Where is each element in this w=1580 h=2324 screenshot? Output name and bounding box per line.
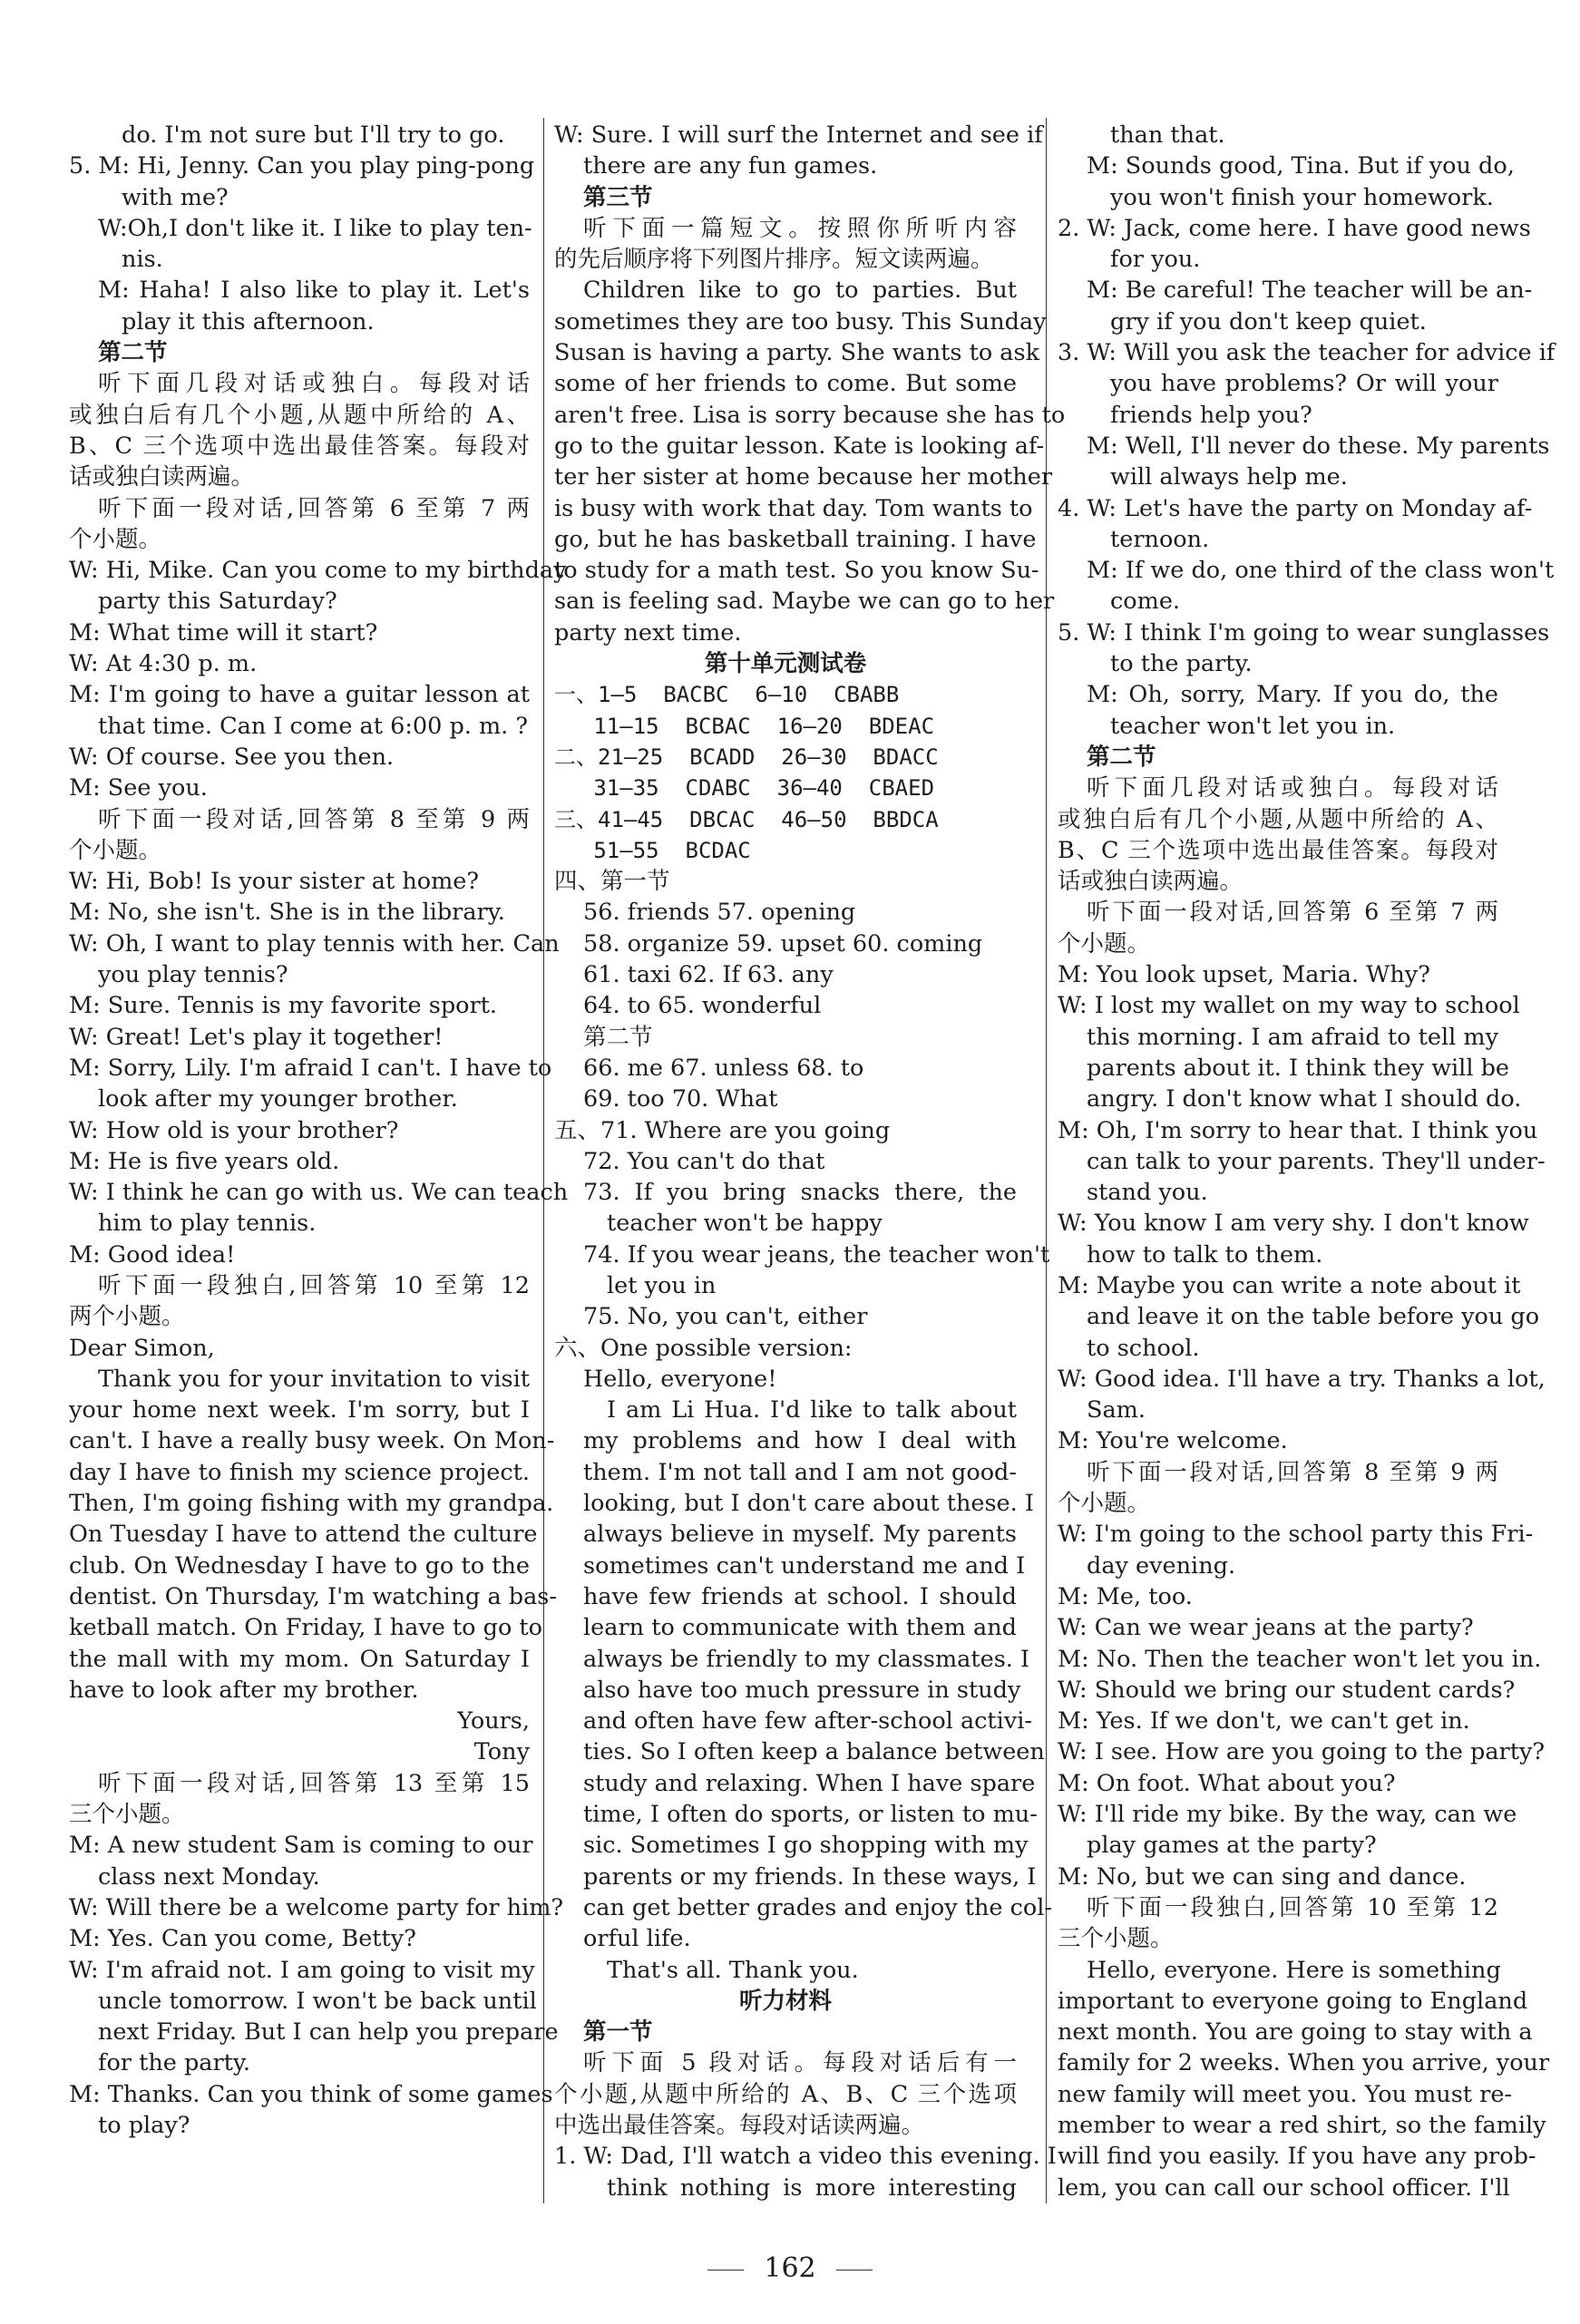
text-line: parents or my friends. In these ways, I: [583, 1862, 1037, 1891]
text-line: looking, but I don't care about these. I: [583, 1490, 1034, 1518]
text-line: club. On Wednesday I have to go to the: [69, 1551, 530, 1580]
text-line: 64. to 65. wonderful: [583, 992, 822, 1020]
text-line: to play?: [98, 2112, 190, 2139]
text-line: 个小题,从题中所给的 A、B、C 三个选项: [554, 2080, 1017, 2108]
text-line: 58. organize 59. upset 60. coming: [583, 929, 983, 958]
text-line: will always help me.: [1110, 463, 1348, 491]
text-line: ternoon.: [1110, 525, 1210, 553]
text-line: 或独白后有几个小题,从题中所给的 A、: [1058, 805, 1498, 833]
text-line: my problems and how I deal with: [583, 1427, 1017, 1455]
text-line: time, I often do sports, or listen to mu-: [583, 1801, 1038, 1829]
text-line: 五、71. Where are you going: [554, 1116, 891, 1144]
text-line: M: No, she isn't. She is in the library.: [69, 899, 505, 927]
text-line: M: Yes. Can you come, Betty?: [69, 1925, 416, 1953]
text-line: for you.: [1110, 246, 1201, 274]
text-line: W: Will there be a welcome party for him?: [69, 1893, 564, 1921]
text-line: 第三节: [583, 183, 653, 211]
text-line: with me?: [122, 183, 229, 211]
text-line: new family will meet you. You must re-: [1058, 2080, 1513, 2108]
text-line: ties. So I often keep a balance between: [583, 1738, 1045, 1766]
text-line: next month. You are going to stay with a: [1058, 2018, 1533, 2047]
text-line: 听下面几段对话或独白。每段对话: [1087, 774, 1498, 802]
text-column-middle: [554, 120, 1066, 2203]
text-line: 31—35 CDABC 36—40 CBAED: [554, 775, 935, 802]
text-line: look after my younger brother.: [98, 1085, 458, 1113]
text-line: 61. taxi 62. If 63. any: [583, 961, 834, 989]
text-line: member to wear a red shirt, so the family: [1058, 2112, 1546, 2139]
text-line: day evening.: [1087, 1551, 1236, 1580]
text-line: uncle tomorrow. I won't be back until: [98, 1987, 537, 2015]
text-line: 三、41—45 DBCAC 46—50 BBDCA: [554, 806, 939, 832]
text-line: play it this afternoon.: [122, 307, 375, 335]
page-footer: [0, 2252, 1580, 2284]
text-line: M: Oh, sorry, Mary. If you do, the: [1087, 681, 1498, 709]
text-line: M: Good idea!: [69, 1240, 236, 1269]
text-line: 六、One possible version:: [554, 1334, 853, 1362]
text-line: 听下面一段独白,回答第 10 至第 12: [1087, 1893, 1498, 1921]
text-line: Yours,: [457, 1707, 530, 1736]
text-line: come.: [1110, 588, 1181, 616]
text-line: 或独白后有几个小题,从题中所给的 A、: [69, 401, 530, 429]
text-line: Tony: [473, 1738, 530, 1766]
text-line: 5. W: I think I'm going to wear sunglasses: [1058, 618, 1550, 647]
text-line: class next Monday.: [98, 1862, 320, 1891]
text-line: M: Thanks. Can you think of some games: [69, 2080, 553, 2108]
text-line: gry if you don't keep quiet.: [1110, 307, 1427, 335]
text-line: Hello, everyone. Here is something: [1087, 1956, 1501, 1984]
text-line: 72. You can't do that: [583, 1147, 825, 1175]
text-line: 四、第一节: [554, 868, 670, 896]
text-line: M: I'm going to have a guitar lesson at: [69, 681, 530, 709]
text-line: W: I think he can go with us. We can teach: [69, 1179, 569, 1207]
page-number: 162: [764, 2252, 816, 2284]
text-line: 个小题。: [69, 525, 162, 553]
text-line: 2. W: Jack, come here. I have good news: [1058, 214, 1531, 242]
text-line: can't. I have a really busy week. On Mon-: [69, 1427, 555, 1455]
text-line: W:Oh,I don't like it. I like to play ten-: [98, 214, 532, 242]
text-line: B、C 三个选项中选出最佳答案。每段对: [1058, 836, 1498, 864]
text-line: family for 2 weeks. When you arrive, your: [1058, 2049, 1550, 2077]
text-line: san is feeling sad. Maybe we can go to her: [554, 588, 1055, 616]
text-line: M: A new student Sam is coming to our: [69, 1832, 533, 1860]
text-line: On Tuesday I have to attend the culture: [69, 1521, 538, 1549]
text-line: dentist. On Thursday, I'm watching a bas-: [69, 1582, 558, 1610]
text-line: M: See you.: [69, 774, 208, 802]
text-line: teacher won't be happy: [607, 1210, 883, 1238]
text-line: 听下面一段独白,回答第 10 至第 12: [98, 1271, 530, 1299]
text-line: them. I'm not tall and I am not good-: [583, 1458, 1017, 1486]
text-line: 73. If you bring snacks there, the: [583, 1179, 1017, 1207]
text-line: I am Li Hua. I'd like to talk about: [607, 1396, 1017, 1425]
text-line: W: Of course. See you then.: [69, 743, 395, 771]
text-line: M: Sure. Tennis is my favorite sport.: [69, 992, 498, 1020]
text-line: 56. friends 57. opening: [583, 899, 856, 927]
text-line: can get better grades and enjoy the col-: [583, 1893, 1053, 1921]
text-line: than that.: [1110, 122, 1225, 149]
text-line: 个小题。: [1058, 1490, 1151, 1518]
text-line: is busy with work that day. Tom wants to: [554, 494, 1033, 522]
text-column-right: [1058, 120, 1556, 2203]
text-column-left: [69, 120, 569, 2141]
text-line: 5. M: Hi, Jenny. Can you play ping-pong: [69, 152, 535, 180]
text-line: M: No. Then the teacher won't let you in.: [1058, 1645, 1542, 1673]
text-line: That's all. Thank you.: [607, 1956, 859, 1984]
text-line: W: Should we bring our student cards?: [1058, 1676, 1516, 1704]
text-line: have to look after my brother.: [69, 1676, 419, 1704]
text-line: M: He is five years old.: [69, 1147, 340, 1175]
text-line: also have too much pressure in study: [583, 1676, 1021, 1704]
column-divider-right: [1046, 118, 1047, 2203]
text-line: 11—15 BCBAC 16—20 BDEAC: [554, 713, 935, 739]
text-line: ter her sister at home because her mother: [554, 463, 1053, 491]
text-line: lem, you can call our school officer. I'll: [1058, 2173, 1510, 2202]
text-line: 听下面一段对话,回答第 8 至第 9 两: [98, 805, 530, 833]
text-line: W: I'll ride my bike. By the way, can we: [1058, 1801, 1517, 1829]
text-line: Hello, everyone!: [583, 1365, 777, 1393]
text-line: M: Maybe you can write a note about it: [1058, 1271, 1521, 1299]
text-line: angry. I don't know what I should do.: [1087, 1085, 1522, 1113]
text-line: to study for a math test. So you know Su-: [554, 557, 1039, 585]
text-line: stand you.: [1087, 1179, 1208, 1207]
text-line: for the party.: [98, 2049, 251, 2077]
text-line: 3. W: Will you ask the teacher for advice if: [1058, 339, 1556, 367]
footer-dash-left: [707, 2270, 744, 2271]
text-line: have few friends at school. I should: [583, 1582, 1017, 1610]
text-line: Susan is having a party. She wants to ask: [554, 339, 1040, 367]
text-line: W: Good idea. I'll have a try. Thanks a lot,: [1058, 1365, 1546, 1393]
text-line: always believe in myself. My parents: [583, 1521, 1017, 1549]
text-line: you have problems? Or will your: [1110, 370, 1498, 398]
text-line: M: Well, I'll never do these. My parents: [1087, 432, 1550, 460]
text-line: M: No, but we can sing and dance.: [1058, 1862, 1467, 1891]
text-line: day I have to finish my science project.: [69, 1458, 530, 1486]
text-line: the mall with my mom. On Saturday I: [69, 1645, 530, 1673]
text-line: 的先后顺序将下列图片排序。短文读两遍。: [554, 246, 994, 274]
text-line: 听力材料: [738, 1987, 832, 2015]
text-line: 4. W: Let's have the party on Monday af-: [1058, 494, 1533, 522]
text-line: party this Saturday?: [98, 588, 337, 616]
text-line: M: Haha! I also like to play it. Let's: [98, 277, 530, 305]
text-line: will find you easily. If you have any prob-: [1058, 2143, 1536, 2171]
text-line: party next time.: [554, 618, 742, 647]
column-divider-left: [543, 118, 544, 2203]
text-line: you play tennis?: [98, 961, 288, 989]
text-line: and leave it on the table before you go: [1087, 1303, 1540, 1331]
text-line: learn to communicate with them and: [583, 1614, 1017, 1642]
text-line: him to play tennis.: [98, 1210, 317, 1238]
text-line: can talk to your parents. They'll under-: [1087, 1147, 1546, 1175]
text-line: 75. No, you can't, either: [583, 1303, 868, 1331]
text-line: 第一节: [583, 2018, 653, 2047]
text-line: W: Oh, I want to play tennis with her. Can: [69, 929, 560, 958]
text-line: W: You know I am very shy. I don't know: [1058, 1210, 1529, 1238]
text-line: 个小题。: [69, 836, 162, 864]
text-line: M: Sounds good, Tina. But if you do,: [1087, 152, 1515, 180]
text-line: 话或独白读两遍。: [69, 463, 255, 491]
text-line: sic. Sometimes I go shopping with my: [583, 1832, 1029, 1860]
text-line: Thank you for your invitation to visit: [98, 1365, 530, 1393]
text-line: 听下面一段对话,回答第 6 至第 7 两: [98, 494, 530, 522]
text-line: 中选出最佳答案。每段对话读两遍。: [554, 2112, 925, 2139]
text-line: 第二节: [583, 1023, 653, 1051]
text-line: think nothing is more interesting: [607, 2173, 1017, 2202]
text-line: parents about it. I think they will be: [1087, 1054, 1510, 1082]
text-line: 听下面一篇短文。按照你所听内容: [583, 214, 1017, 242]
text-line: next Friday. But I can help you prepare: [98, 2018, 559, 2047]
text-line: M: Oh, I'm sorry to hear that. I think you: [1058, 1116, 1538, 1144]
text-line: and often have few after-school activi-: [583, 1707, 1033, 1736]
text-line: 听下面一段对话,回答第 8 至第 9 两: [1087, 1458, 1498, 1486]
text-line: do. I'm not sure but I'll try to go.: [122, 122, 505, 149]
text-line: M: Sorry, Lily. I'm afraid I can't. I have to: [69, 1054, 552, 1082]
text-line: aren't free. Lisa is sorry because she has to: [554, 401, 1066, 429]
text-line: 三个小题。: [69, 1801, 185, 1829]
text-line: 69. too 70. What: [583, 1085, 778, 1113]
text-line: 三个小题。: [1058, 1925, 1174, 1953]
text-line: 66. me 67. unless 68. to: [583, 1054, 864, 1082]
text-line: M: Yes. If we don't, we can't get in.: [1058, 1707, 1470, 1736]
text-line: 51—55 BCDAC: [554, 837, 751, 863]
text-line: sometimes they are too busy. This Sunday: [554, 307, 1047, 335]
text-line: 1. W: Dad, I'll watch a video this evening. I: [554, 2143, 1057, 2171]
text-line: W: At 4:30 p. m.: [69, 650, 258, 678]
text-line: 个小题。: [1058, 929, 1151, 958]
text-line: 听下面 5 段对话。每段对话后有一: [583, 2049, 1017, 2077]
text-line: teacher won't let you in.: [1110, 712, 1396, 740]
text-line: M: Me, too.: [1058, 1582, 1193, 1610]
text-line: M: You look upset, Maria. Why?: [1058, 961, 1430, 989]
text-line: W: Hi, Bob! Is your sister at home?: [69, 868, 480, 896]
text-line: M: You're welcome.: [1058, 1427, 1288, 1455]
text-line: always be friendly to my classmates. I: [583, 1645, 1030, 1673]
text-line: orful life.: [583, 1925, 691, 1953]
text-line: 74. If you wear jeans, the teacher won't: [583, 1240, 1050, 1269]
text-line: W: Great! Let's play it together!: [69, 1023, 444, 1051]
text-line: go, but he has basketball training. I have: [554, 525, 1037, 553]
text-line: Sam.: [1087, 1396, 1146, 1425]
text-line: Then, I'm going fishing with my grandpa.: [69, 1490, 554, 1518]
text-line: that time. Can I come at 6:00 p. m. ?: [98, 712, 529, 740]
text-line: 二、21—25 BCADD 26—30 BDACC: [554, 744, 939, 770]
text-line: Children like to go to parties. But: [583, 277, 1017, 305]
text-line: 话或独白读两遍。: [1058, 868, 1244, 896]
text-line: W: I'm afraid not. I am going to visit my: [69, 1956, 535, 1984]
text-line: 第十单元测试卷: [704, 650, 867, 678]
text-line: Dear Simon,: [69, 1334, 215, 1362]
text-line: W: Sure. I will surf the Internet and see if: [554, 122, 1043, 149]
text-line: let you in: [607, 1271, 717, 1299]
text-line: W: How old is your brother?: [69, 1116, 399, 1144]
text-line: W: I lost my wallet on my way to school: [1058, 992, 1520, 1020]
text-line: W: Hi, Mike. Can you come to my birthday: [69, 557, 567, 585]
text-line: to school.: [1087, 1334, 1200, 1362]
text-line: B、C 三个选项中选出最佳答案。每段对: [69, 432, 530, 460]
text-line: M: If we do, one third of the class won't: [1087, 557, 1555, 585]
text-line: M: Be careful! The teacher will be an-: [1087, 277, 1533, 305]
text-line: friends help you?: [1110, 401, 1312, 429]
text-line: there are any fun games.: [583, 152, 878, 180]
text-line: W: I see. How are you going to the party?: [1058, 1738, 1546, 1766]
text-line: 第二节: [1087, 743, 1156, 771]
text-line: 一、1—5 BACBC 6—10 CBABB: [554, 682, 900, 708]
text-line: M: On foot. What about you?: [1058, 1769, 1396, 1797]
text-line: W: Can we wear jeans at the party?: [1058, 1614, 1474, 1642]
footer-dash-right: [836, 2270, 873, 2271]
text-line: your home next week. I'm sorry, but I: [69, 1396, 530, 1425]
text-line: 第二节: [98, 339, 168, 367]
text-line: 听下面几段对话或独白。每段对话: [98, 370, 530, 398]
text-line: nis.: [122, 246, 163, 274]
text-line: W: I'm going to the school party this Fri-: [1058, 1521, 1534, 1549]
text-line: this morning. I am afraid to tell my: [1087, 1023, 1498, 1051]
text-line: play games at the party?: [1087, 1832, 1377, 1860]
text-line: go to the guitar lesson. Kate is looking af-: [554, 432, 1045, 460]
text-line: how to talk to them.: [1087, 1240, 1323, 1269]
text-line: 两个小题。: [69, 1303, 185, 1331]
text-line: you won't finish your homework.: [1110, 183, 1494, 211]
text-line: 听下面一段对话,回答第 13 至第 15: [98, 1769, 530, 1797]
text-line: sometimes can't understand me and I: [583, 1551, 1026, 1580]
text-line: study and relaxing. When I have spare: [583, 1769, 1036, 1797]
text-line: important to everyone going to England: [1058, 1987, 1528, 2015]
text-line: some of her friends to come. But some: [554, 370, 1017, 398]
text-line: ketball match. On Friday, I have to go to: [69, 1614, 543, 1642]
text-line: 听下面一段对话,回答第 6 至第 7 两: [1087, 899, 1498, 927]
text-line: M: What time will it start?: [69, 618, 378, 647]
text-line: to the party.: [1110, 650, 1253, 678]
